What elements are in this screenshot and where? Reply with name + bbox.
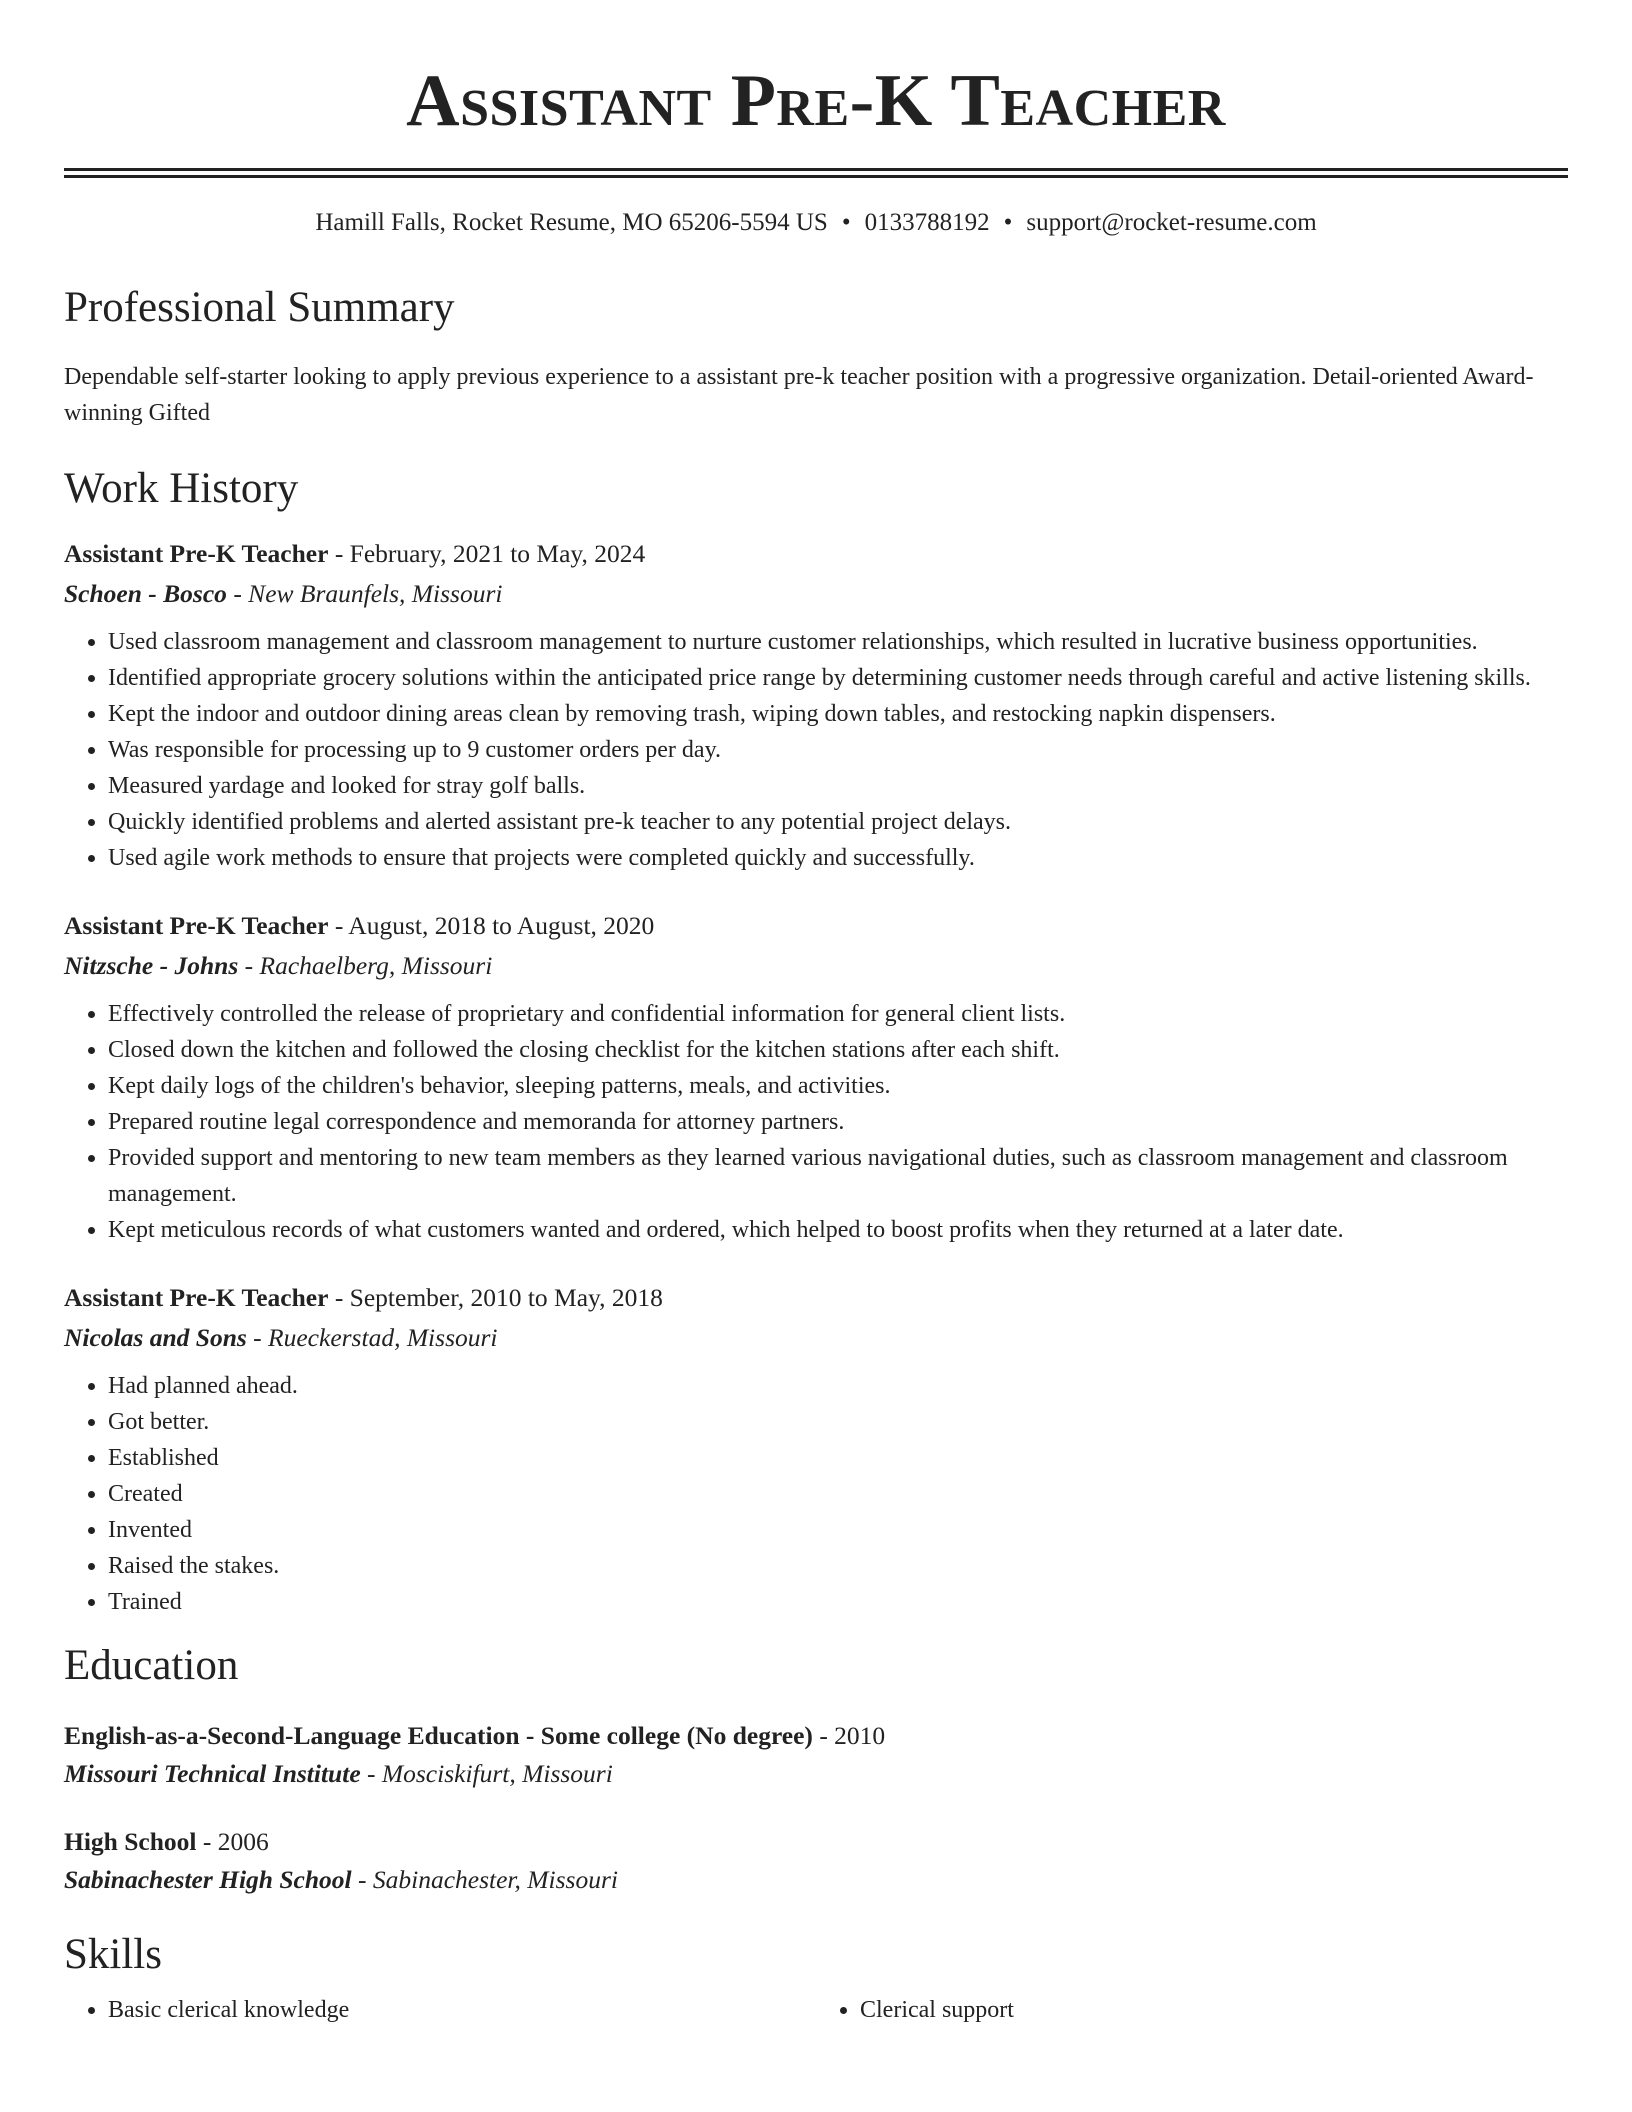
job-dates: - February, 2021 to May, 2024 <box>328 539 646 568</box>
job-duty: • Trained <box>108 1584 1568 1620</box>
education-location: - Mosciskifurt, Missouri <box>360 1759 613 1788</box>
education-heading: Education <box>64 1642 239 1689</box>
job-duties-list <box>64 1368 1568 1620</box>
education-school-line <box>64 1861 1568 1899</box>
contact-line <box>64 208 1568 238</box>
job-entry <box>64 534 1568 876</box>
education-degree: High School <box>64 1827 197 1856</box>
job-duty: • Identified appropriate grocery solutions within the anticipated price range by determining customer needs through careful and active listening skills. <box>108 660 1568 696</box>
job-duty: • Prepared routine legal correspondence and memoranda for attorney partners. <box>108 1104 1568 1140</box>
job-employer <box>64 946 1568 986</box>
job-employer <box>64 1318 1568 1358</box>
job-role: Assistant Pre-K Teacher <box>64 1283 329 1312</box>
job-employer <box>64 574 1568 614</box>
skill-item: • Basic clerical knowledge <box>108 1992 816 2028</box>
job-duty: • Closed down the kitchen and followed the closing checklist for the kitchen stations after each shift. <box>108 1032 1568 1068</box>
education-entry <box>64 1717 1568 1793</box>
work-history-heading: Work History <box>64 465 299 512</box>
skills-list-left <box>64 1992 816 2028</box>
skills-heading: Skills <box>64 1931 162 1978</box>
education-school: Sabinachester High School <box>64 1865 352 1894</box>
job-role: Assistant Pre-K Teacher <box>64 539 329 568</box>
job-duty: • Had planned ahead. <box>108 1368 1568 1404</box>
job-location: - Rueckerstad, Missouri <box>246 1323 498 1352</box>
skills-grid <box>64 1992 1568 2028</box>
education-header <box>64 1717 1568 1755</box>
job-header <box>64 906 1568 946</box>
job-duty: • Used agile work methods to ensure that projects were completed quickly and successfully. <box>108 840 1568 876</box>
job-duty: • Created <box>108 1476 1568 1512</box>
job-entry <box>64 1278 1568 1620</box>
job-location: - New Braunfels, Missouri <box>226 579 503 608</box>
summary-text: Dependable self-starter looking to apply previous experience to a assistant pre-k teacher position with a progressive organization. Detail-oriented Award-winning Gifted <box>64 364 1534 426</box>
candidate-name: Assistant Pre-K Teacher <box>406 60 1226 142</box>
job-duty: • Kept meticulous records of what customers wanted and ordered, which helped to boost profits when they returned at a later date. <box>108 1212 1568 1248</box>
job-dates: - August, 2018 to August, 2020 <box>328 911 655 940</box>
job-entry <box>64 906 1568 1248</box>
job-dates: - September, 2010 to May, 2018 <box>328 1283 663 1312</box>
job-header <box>64 1278 1568 1318</box>
job-header <box>64 534 1568 574</box>
education-header <box>64 1823 1568 1861</box>
job-duty: • Kept the indoor and outdoor dining areas clean by removing trash, wiping down tables, and restocking napkin dispensers. <box>108 696 1568 732</box>
contact-separator: • <box>1003 209 1013 236</box>
skill-item: • Clerical support <box>860 1992 1568 2028</box>
job-duty: • Got better. <box>108 1404 1568 1440</box>
job-duty: • Kept daily logs of the children's behavior, sleeping patterns, meals, and activities. <box>108 1068 1568 1104</box>
job-duty: • Raised the stakes. <box>108 1548 1568 1584</box>
job-duty: • Quickly identified problems and alerted assistant pre-k teacher to any potential project delays. <box>108 804 1568 840</box>
job-duty: • Effectively controlled the release of proprietary and confidential information for general client lists. <box>108 996 1568 1032</box>
contact-email: support@rocket-resume.com <box>1026 209 1317 236</box>
job-duty: • Invented <box>108 1512 1568 1548</box>
header-double-rule <box>64 168 1568 178</box>
skills-list-right <box>816 1992 1568 2028</box>
contact-address: Hamill Falls, Rocket Resume, MO 65206-5594 US <box>315 209 828 236</box>
contact-phone: 0133788192 <box>864 209 990 236</box>
job-role: Assistant Pre-K Teacher <box>64 911 329 940</box>
education-entry <box>64 1823 1568 1899</box>
education-degree: English-as-a-Second-Language Education - Some college (No degree) <box>64 1721 813 1750</box>
summary-heading: Professional Summary <box>64 284 455 331</box>
job-duty: • Established <box>108 1440 1568 1476</box>
job-duty: • Measured yardage and looked for stray golf balls. <box>108 768 1568 804</box>
education-year: - 2006 <box>196 1827 269 1856</box>
job-company-name: Nicolas and Sons <box>64 1323 247 1352</box>
job-duties-list <box>64 624 1568 876</box>
job-company-name: Schoen - Bosco <box>64 579 227 608</box>
job-duty: • Used classroom management and classroom management to nurture customer relationships, which resulted in lucrative business opportunities. <box>108 624 1568 660</box>
education-school: Missouri Technical Institute <box>64 1759 361 1788</box>
education-location: - Sabinachester, Missouri <box>351 1865 618 1894</box>
job-duty: • Was responsible for processing up to 9 customer orders per day. <box>108 732 1568 768</box>
job-company-name: Nitzsche - Johns <box>64 951 239 980</box>
job-duty: • Provided support and mentoring to new team members as they learned various navigational duties, such as classroom management and classroom management. <box>108 1140 1568 1212</box>
job-duties-list <box>64 996 1568 1248</box>
contact-separator: • <box>841 209 851 236</box>
education-school-line <box>64 1755 1568 1793</box>
education-year: - 2010 <box>812 1721 886 1750</box>
job-location: - Rachaelberg, Missouri <box>238 951 493 980</box>
